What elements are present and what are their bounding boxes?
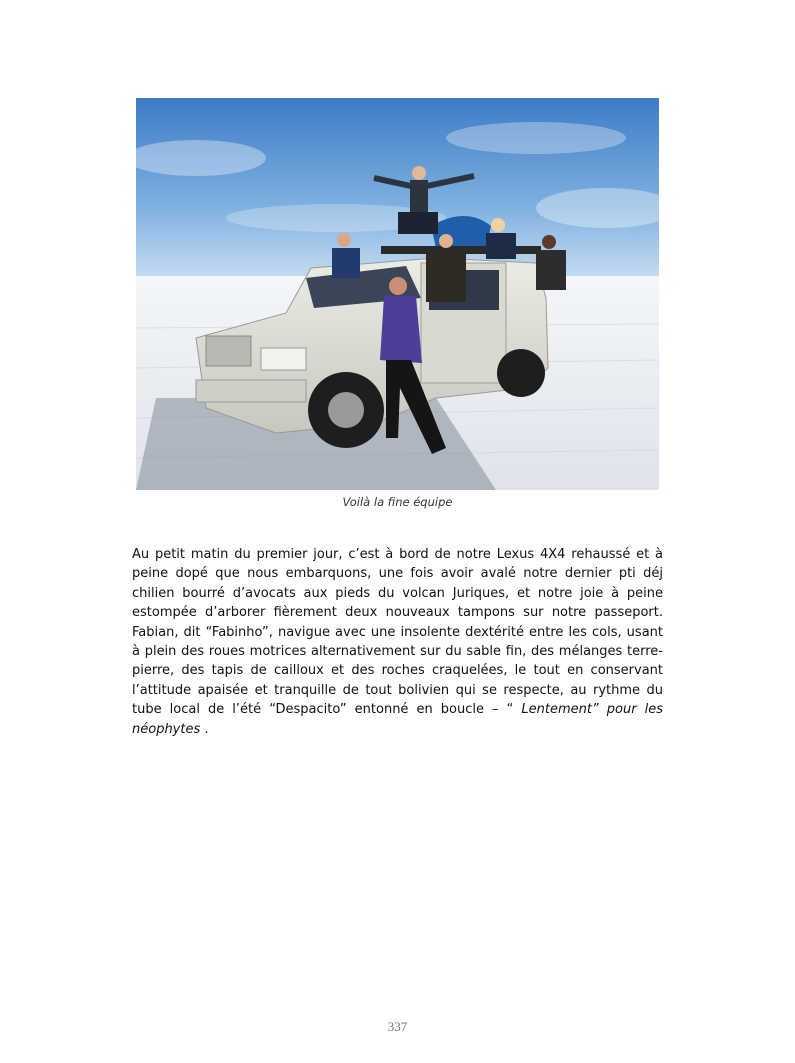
salt-flat-group-photo — [136, 98, 659, 490]
paragraph-end: . — [200, 721, 209, 737]
photo — [136, 98, 659, 490]
paragraph-emphasis: Lentement” pour les néophytes — [132, 702, 663, 737]
body-paragraph — [132, 545, 663, 739]
paragraph-main-text: Au petit matin du premier jour, c’est à bord de notre Lexus 4X4 rehaussé et à peine dopé que nous embarquons, une fois avoir avalé notre dernier pti déj chilien bourré d’avocats aux pieds du volcan Juriques, et notre joie à peine estompée d’arborer fièrement deux nouveaux tampons sur notre passeport. Fabian, dit “Fabinho”, navigue avec une insolente dextérité entre les cols, usant à plein des roues motrices alternativement sur du sable fin, des mélanges terre-pierre, des tapis de cailloux et des roches craquelées, le tout en conservant l’attitude apaisée et tranquille de tout bolivien qui se respecte, au rythme du tube local de l’été “Despacito” entonné en boucle – “ — [132, 547, 663, 718]
photo-caption: Voilà la fine équipe — [342, 495, 453, 509]
page-number: 337 — [387, 1019, 408, 1034]
